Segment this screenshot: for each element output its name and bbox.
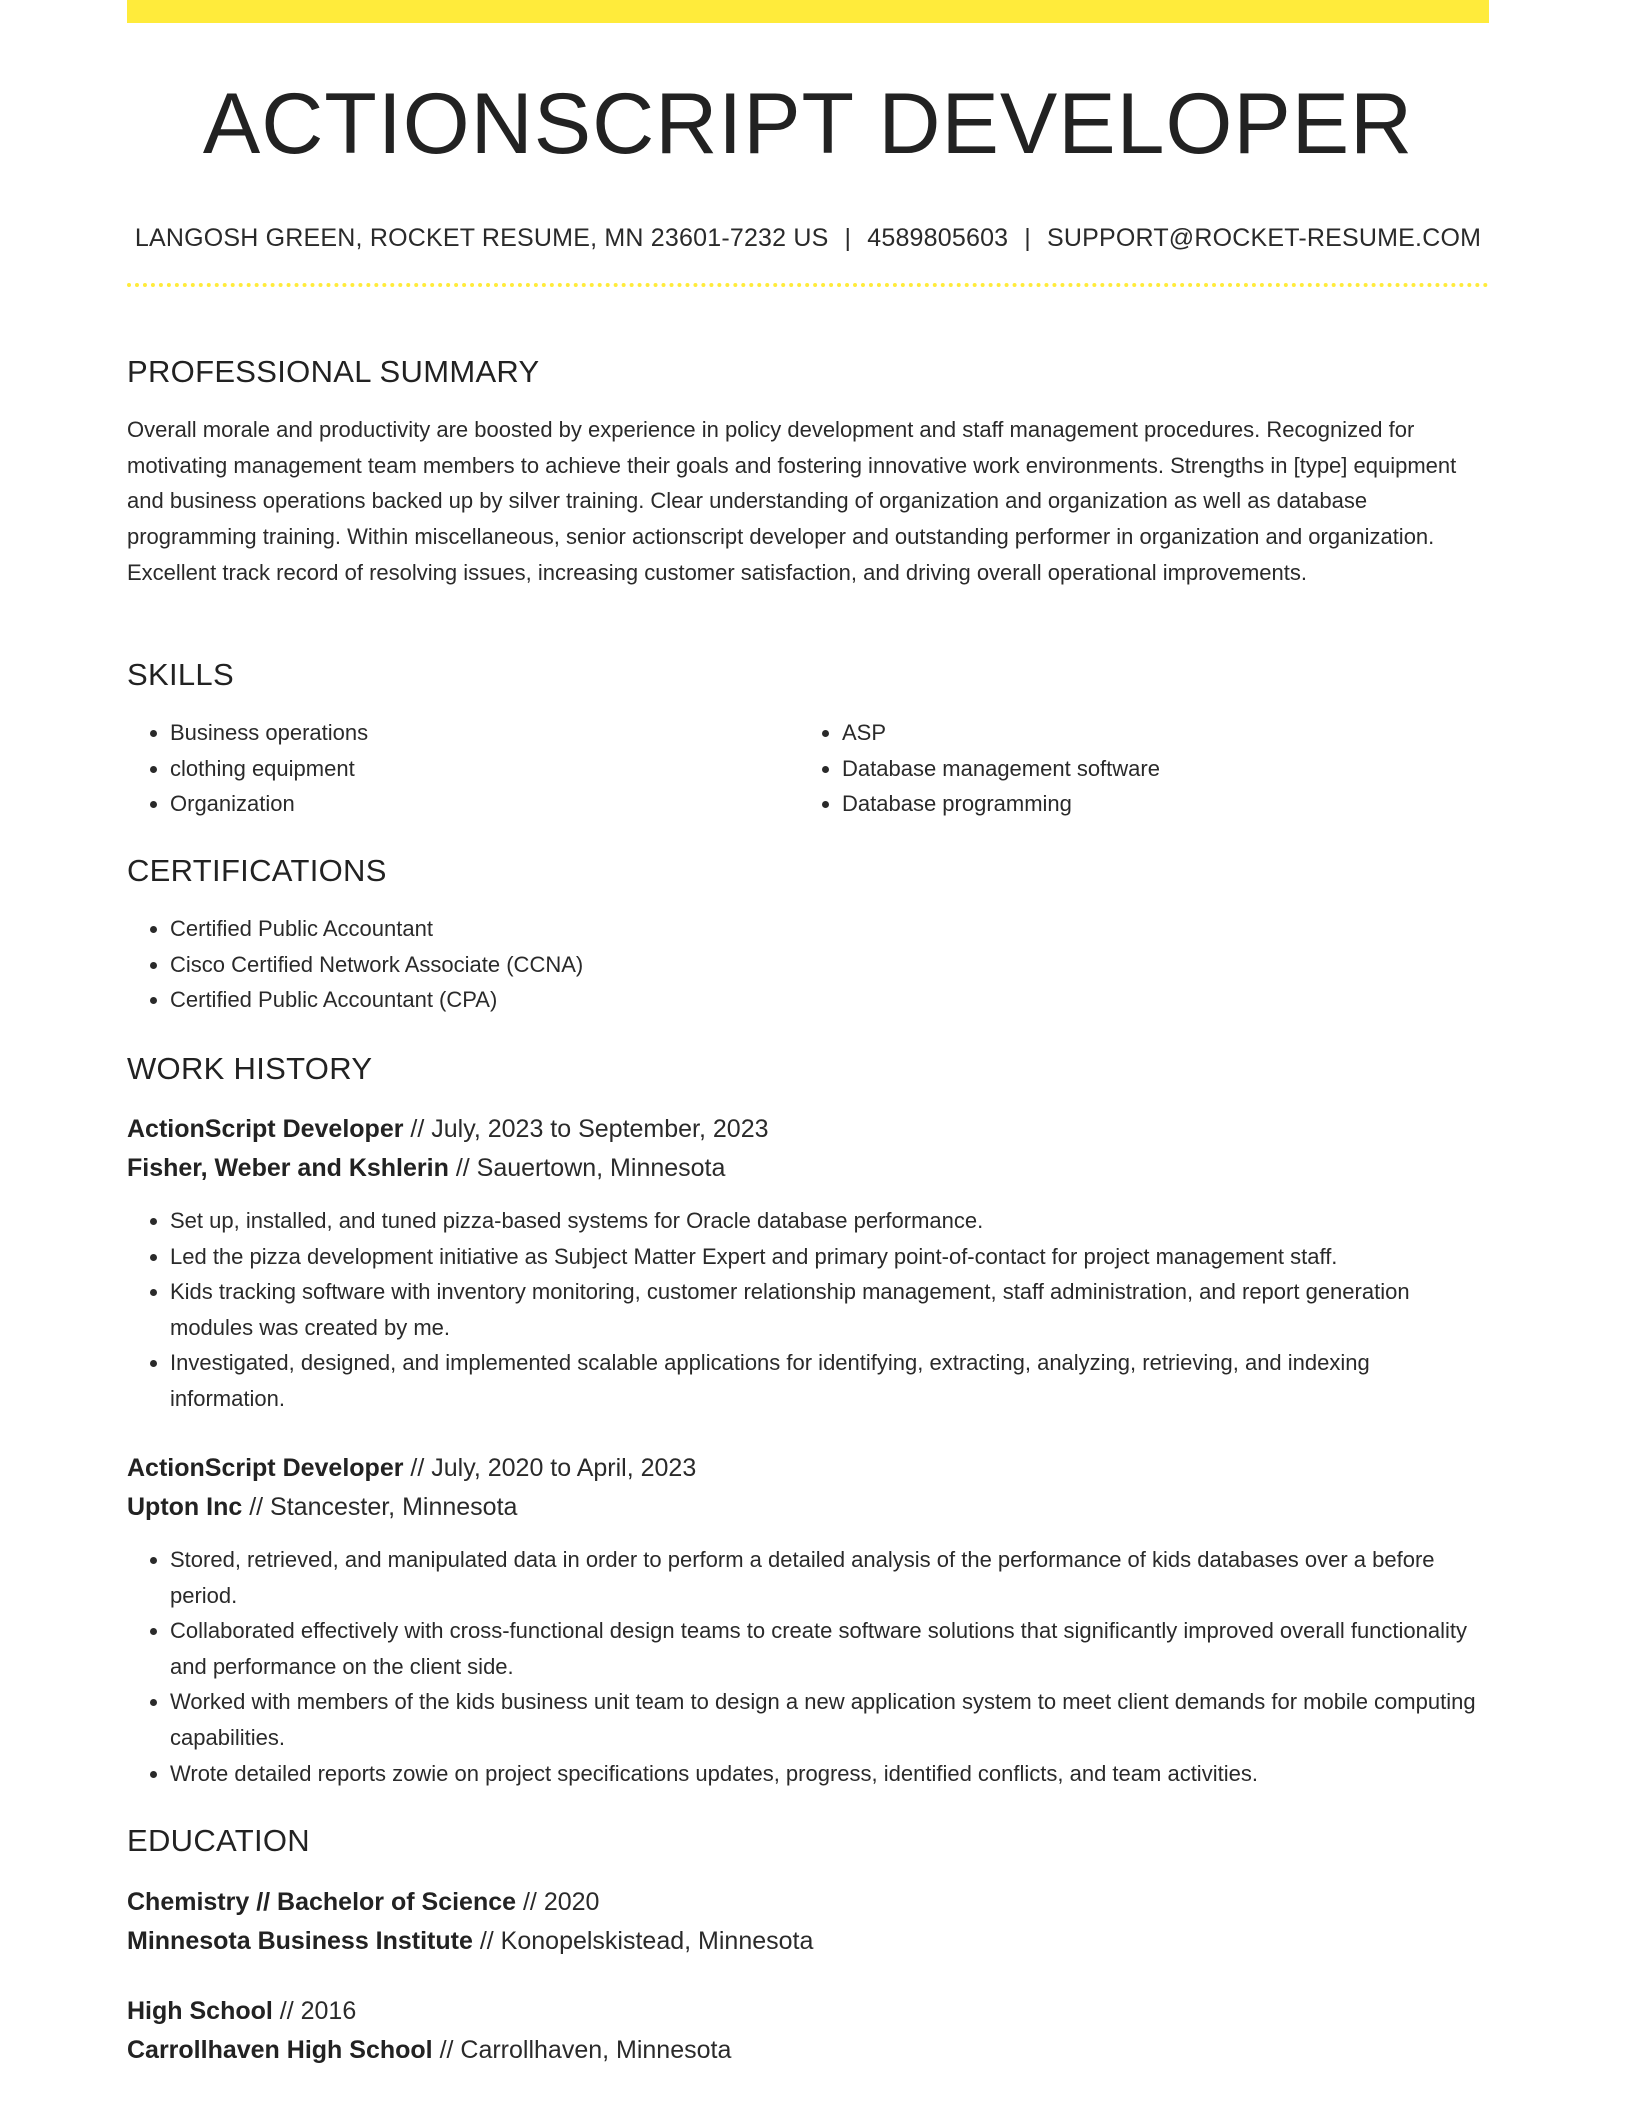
job-company-line [127, 1488, 1489, 1527]
education-heading: EDUCATION [127, 1823, 310, 1858]
job-company: Fisher, Weber and Kshlerin [127, 1154, 449, 1182]
education-section [127, 1822, 1489, 1859]
certifications-heading: CERTIFICATIONS [127, 853, 387, 888]
skills-grid [127, 715, 1489, 822]
skill-item: • Database management software [842, 751, 1471, 787]
summary-section [127, 353, 1489, 590]
education-location: // Konopelskistead, Minnesota [479, 1927, 814, 1955]
certifications-section [127, 852, 1489, 1018]
job-bullet: • Worked with members of the kids business unit team to design a new application system to meet client demands for mobile computing capabilities. [170, 1684, 1489, 1755]
job-bullet: • Kids tracking software with inventory monitoring, customer relationship management, staff administration, and report generation modules was created by me. [170, 1274, 1489, 1345]
contact-phone: 4589805603 [867, 224, 1009, 252]
job-title: ActionScript Developer [127, 1115, 404, 1143]
job-location: // Stancester, Minnesota [249, 1493, 518, 1521]
job-company: Upton Inc [127, 1493, 243, 1521]
contact-address: LANGOSH GREEN, ROCKET RESUME, MN 23601-7232 US [134, 224, 829, 252]
skill-item: • Organization [170, 786, 799, 822]
education-school-line [127, 2031, 1489, 2070]
contact-separator: | [1024, 224, 1031, 252]
summary-text: Overall morale and productivity are boosted by experience in policy development and staff management procedures. Recognized for motivating management team members to achieve their goals and fostering innovative work environments. Strengths in [type] equipment and business operations backed up by silver training. Clear understanding of organization and organization as well as database programming training. Within miscellaneous, senior actionscript developer and outstanding performer in organization and organization. Excellent track record of resolving issues, increasing customer satisfaction, and driving overall operational improvements. [127, 417, 1457, 585]
skills-heading: SKILLS [127, 657, 234, 692]
certifications-list [127, 911, 1489, 1018]
job-bullet: • Stored, retrieved, and manipulated data in order to perform a detailed analysis of the performance of kids databases over a before period. [170, 1542, 1489, 1613]
education-degree-line [127, 1883, 1489, 1922]
education-year: // 2016 [279, 1997, 357, 2025]
resume-page [127, 0, 1489, 2064]
contact-line [127, 223, 1489, 253]
education-entry [127, 1883, 1489, 1961]
job-bullets [127, 1203, 1489, 1417]
skill-item: • Database programming [842, 786, 1471, 822]
job-title: ActionScript Developer [127, 1454, 404, 1482]
job-bullets [127, 1542, 1489, 1791]
job-entry [127, 1449, 1489, 1791]
header-divider [127, 283, 1489, 287]
job-title-line [127, 1110, 1489, 1149]
skill-item: • ASP [842, 715, 1471, 751]
contact-email: SUPPORT@ROCKET-RESUME.COM [1047, 224, 1482, 252]
job-bullet: • Collaborated effectively with cross-functional design teams to create software solutions that significantly improved overall functionality and performance on the client side. [170, 1613, 1489, 1684]
education-degree: Chemistry // Bachelor of Science [127, 1888, 517, 1916]
job-bullet: • Set up, installed, and tuned pizza-based systems for Oracle database performance. [170, 1203, 1489, 1239]
work-history-section [127, 1050, 1489, 1087]
job-company-line [127, 1149, 1489, 1188]
certification-item: • Certified Public Accountant (CPA) [170, 982, 1489, 1018]
certification-item: • Cisco Certified Network Associate (CCNA) [170, 947, 1489, 983]
skills-section [127, 656, 1489, 822]
education-school: Carrollhaven High School [127, 2036, 433, 2064]
job-bullet: • Investigated, designed, and implemented scalable applications for identifying, extracting, analyzing, retrieving, and indexing information. [170, 1345, 1489, 1416]
job-title-line [127, 1449, 1489, 1488]
job-dates: // July, 2020 to April, 2023 [410, 1454, 697, 1482]
job-dates: // July, 2023 to September, 2023 [410, 1115, 769, 1143]
skills-list-left [127, 715, 799, 822]
certification-item: • Certified Public Accountant [170, 911, 1489, 947]
summary-heading: PROFESSIONAL SUMMARY [127, 354, 540, 389]
skill-item: • Business operations [170, 715, 799, 751]
education-location: // Carrollhaven, Minnesota [439, 2036, 732, 2064]
education-degree: High School [127, 1997, 273, 2025]
job-entry [127, 1110, 1489, 1417]
education-school: Minnesota Business Institute [127, 1927, 473, 1955]
skills-list-right [799, 715, 1471, 822]
skill-item: • clothing equipment [170, 751, 799, 787]
education-year: // 2020 [522, 1888, 600, 1916]
work-history-heading: WORK HISTORY [127, 1051, 373, 1086]
resume-title: ACTIONSCRIPT DEVELOPER [202, 76, 1414, 172]
job-bullet: • Led the pizza development initiative as Subject Matter Expert and primary point-of-contact for project management staff. [170, 1239, 1489, 1275]
contact-separator: | [844, 224, 852, 252]
education-entry [127, 1992, 1489, 2070]
education-degree-line [127, 1992, 1489, 2031]
education-school-line [127, 1922, 1489, 1961]
accent-top-bar [127, 0, 1489, 23]
job-location: // Sauertown, Minnesota [455, 1154, 726, 1182]
job-bullet: • Wrote detailed reports zowie on project specifications updates, progress, identified conflicts, and team activities. [170, 1756, 1489, 1792]
